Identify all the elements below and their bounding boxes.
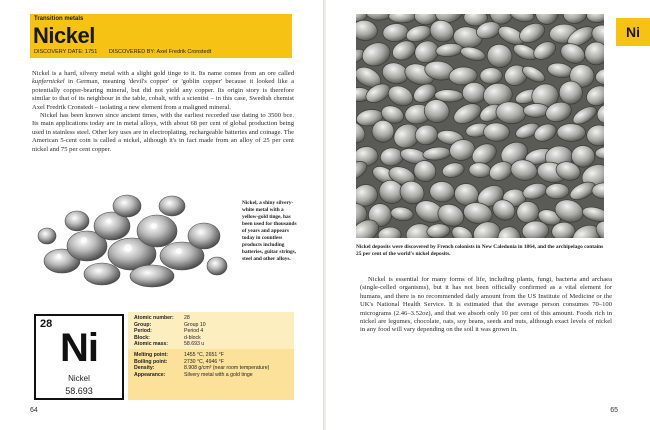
left-page (0, 0, 324, 430)
intro-text (32, 70, 294, 154)
atomic-number: 28 (40, 318, 53, 330)
coin (557, 123, 586, 141)
discovery-meta (34, 49, 221, 55)
element-symbol: Ni (60, 326, 98, 370)
paragraph-2: Nickel has been known since ancient times, with the earliest recorded use dating to 3500 bce. Its main applications today are in metal alloys, with about 68 per cent of global production being used in stainless steel. Other key uses are in electroplating, rechargeable batteries and coinage. The American 5-cent coin is called a nickel, although it's in fact made from an alloy of 25 per cent nickel and 75 per cent copper. (32, 112, 294, 153)
property-row: Atomic number: 28 (134, 315, 190, 321)
property-row: Period: Period 4 (134, 328, 204, 335)
page-title: Nickel (33, 23, 95, 48)
property-row: Atomic mass: 58.693 u (134, 341, 205, 348)
health-paragraph: Nickel is essential for many forms of life, including plants, fungi, bacteria and archaea (single-celled organisms), but it has not been officially confirmed as a vital element for humans, and there is no recommended daily amount from the US Institute of Medicine or the UK's National Health Service. It is estimated that the average person consumes 70–100 micrograms (2.46–3.52oz), and that we absorb only 10 per cent of this amount. Foods rich in nickel are legumes, chocolate, oats, soy beans, seeds and nuts, although exact levels of nickel in any food will vary depending on the soil it was grown in. (360, 276, 612, 334)
paragraph-1: Nickel is a hard, silvery metal with a slight gold tinge to it. Its name comes from an ore called kupfernickel in German, meaning 'devil's copper' or 'goblin copper' because it looked like a potentially copper-bearing mineral, but did not yield any copper. Its origin story is therefore similar to that of its neighbour in the table, cobalt, with a scientist – in this case, Swedish chemist Axel Fredrik Cronstedt – isolating a new element from a maligned mineral. (32, 70, 294, 111)
nickel-photo-caption: Nickel, a shiny silvery-white metal with a yellow-gold tinge, has been used for thousands of years and appears today in countless products including batteries, guitar strings, steel and other alloys. (242, 200, 297, 262)
nickel-coins-photo (356, 14, 604, 238)
property-row: Block: d-block (134, 334, 201, 341)
page-number-right: 65 (610, 407, 618, 414)
properties-group-2 (134, 352, 269, 378)
coin (523, 103, 549, 117)
coins-photo-caption: Nickel deposits were discovered by French colonists in New Caledonia in 1864, and the archipelago contains 25 per cent of the world's nickel deposits. (356, 244, 604, 257)
discovery-date: DISCOVERY DATE: 1751 (34, 49, 98, 55)
element-tab: Ni (616, 18, 650, 46)
atomic-mass: 58.693 (65, 386, 93, 396)
page-number-left: 64 (30, 407, 38, 414)
discovered-by: DISCOVERED BY: Axel Fredrik Cronstedt (108, 49, 212, 55)
category-label: Transition metals (34, 16, 84, 22)
kupfernickel-term: kupfernickel (32, 78, 65, 86)
property-row: Group: Group 10 (134, 321, 206, 328)
coin (462, 82, 486, 103)
properties-panel-lower (128, 349, 294, 400)
properties-group-1 (134, 315, 206, 348)
property-row: Density: 8.908 g/cm³ (near room temperature) (134, 365, 270, 372)
coin (480, 67, 503, 84)
coin (545, 183, 569, 199)
property-row: Melting point: 1455 °C, 2651 °F (134, 352, 224, 358)
title-header (30, 14, 292, 58)
property-row: Boiling point: 2730 °C, 4946 °F (134, 358, 224, 365)
element-name: Nickel (68, 374, 90, 383)
nickel-metal-photo (32, 176, 232, 296)
right-page (326, 0, 650, 430)
element-tile (34, 314, 124, 400)
property-row: Appearance: Silvery metal with a gold tinge (134, 371, 253, 378)
